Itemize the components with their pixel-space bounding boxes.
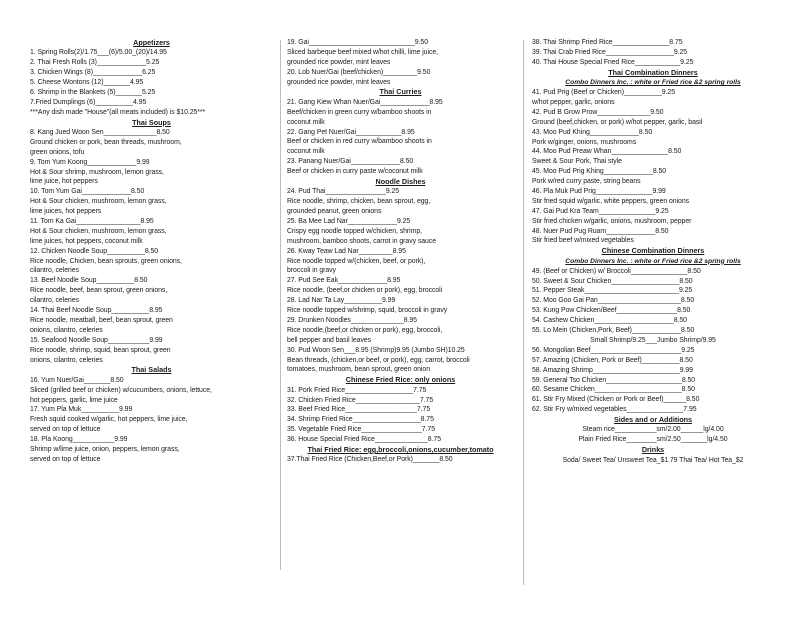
menu-line: 54. Cashew Chicken_____________________8.50 bbox=[532, 317, 687, 325]
combo-note: Combo Dinners Inc. : white or Fried rice &2 spring rolls bbox=[565, 79, 741, 87]
menu-line: 41. Pud Prig (Beef or Chicken)__________9.25 bbox=[532, 89, 675, 97]
menu-line: 30. Pud Woon Sen___8.95 (Shrimp)9.95 (Jumbo SH)10.25 bbox=[287, 346, 465, 354]
section-heading: Thai Salads bbox=[131, 365, 172, 375]
menu-line: Stir fried beef w/mixed vegetables bbox=[532, 237, 634, 245]
menu-line: mushroom, bamboo shoots, carrot in gravy sauce bbox=[287, 237, 436, 245]
menu-line: 51. Pepper Steak_________________________9.25 bbox=[532, 287, 693, 295]
menu-line: Ground chicken or pork, bean threads, mushroom, bbox=[30, 138, 182, 146]
menu-line: 28. Lad Nar Ta Lay__________9.99 bbox=[287, 297, 396, 305]
menu-line: Steam rice___________sm/2.00______lg/4.00 bbox=[582, 426, 724, 434]
menu-line: 36. House Special Fried Rice______________8.75 bbox=[287, 436, 442, 444]
menu-line: 17. Yum Pla Muk__________9.99 bbox=[30, 406, 133, 414]
menu-line: 16. Yum Nuer/Gai_______8.50 bbox=[30, 376, 124, 384]
section-heading: Thai Soups bbox=[132, 117, 171, 127]
menu-line: lime juices, hot peppers bbox=[30, 208, 102, 216]
menu-line: hot peppers, garlic, lime juice bbox=[30, 396, 118, 404]
menu-line: Hot & Sour chicken, mushroom, lemon grass, bbox=[30, 227, 167, 235]
menu-line: onions, cilantro, celeries bbox=[30, 356, 103, 364]
section-heading: Chinese Fried Rice: only onions bbox=[345, 375, 456, 385]
menu-line: Stir fried chicken w/garlic, onions, mushroom, pepper bbox=[532, 217, 692, 225]
menu-line: Rice noodle, meatball, beef, bean sprout, green bbox=[30, 316, 173, 324]
menu-line: Ground (beef,chicken, or pork) w/hot pepper, garlic, basil bbox=[532, 118, 703, 126]
menu-line: 62. Stir Fry w/mixed vegetables_______________7.95 bbox=[532, 406, 697, 414]
menu-line: cilantro, celeries bbox=[30, 297, 79, 305]
menu-line: Rice noodle topped w/shrimp, squid, broccoli in gravy bbox=[287, 307, 448, 315]
menu-line: 10. Tom Yum Gai_____________8.50 bbox=[30, 188, 145, 196]
menu-line: 15. Seafood Noodle Soup___________9.99 bbox=[30, 336, 163, 344]
menu-line: 35. Vegetable Fried Rice________________7.75 bbox=[287, 426, 435, 434]
menu-line: coconut milk bbox=[287, 148, 325, 156]
menu-line: Rice noodle topped w/(chicken, beef, or pork), bbox=[287, 257, 426, 265]
menu-line: Rice noodle, beef, bean sprout, green onions, bbox=[30, 287, 168, 295]
menu-line: Rice noodle, (beef,or chicken or pork), egg, broccoli bbox=[287, 287, 443, 295]
menu-line: 5. Cheese Wontons (12)_______4.95 bbox=[30, 79, 144, 87]
menu-line: onions, cilantro, celeries bbox=[30, 326, 103, 334]
menu-line: Pork w/red curry paste, string beans bbox=[532, 178, 641, 186]
menu-line: Fresh squid cooked w/garlic, hot peppers, lime juice, bbox=[30, 416, 188, 424]
menu-column-3 bbox=[532, 38, 774, 592]
menu-line: broccoli in gravy bbox=[287, 267, 336, 275]
menu-line: 38. Thai Shrimp Fried Rice_______________8.75 bbox=[532, 39, 683, 46]
menu-line: Bean threads, (chicken,or beef, or pork), egg, carrot, broccoli bbox=[287, 356, 470, 364]
menu-line: 42. Pud B Grow Prow______________9.50 bbox=[532, 108, 664, 116]
menu-column-2 bbox=[287, 38, 514, 592]
menu-line: w/hot pepper, garlic, onions bbox=[532, 98, 615, 106]
menu-line: 58. Amazing Shrimp_______________________9.99 bbox=[532, 366, 693, 374]
menu-line: served on top of lettuce bbox=[30, 426, 101, 434]
column-divider bbox=[280, 40, 281, 570]
menu-line: Pork w/ginger, onions, mushrooms bbox=[532, 138, 637, 146]
menu-line: Beef or chicken in curry paste w/coconut milk bbox=[287, 168, 423, 176]
menu-line: 31. Pork Fried Rice__________________7.75 bbox=[287, 386, 427, 394]
menu-line: 33. Beef Fried Rice___________________7.75 bbox=[287, 406, 431, 414]
menu-line: 56. Mongolian Beef________________________9.25 bbox=[532, 346, 695, 354]
menu-line: Rice noodle, shrimp, squid, bean sprout, green bbox=[30, 346, 171, 354]
section-heading: Sides and or Additions bbox=[613, 415, 692, 425]
menu-line: Rice noodle, Chicken, bean sprouts, green onions, bbox=[30, 257, 182, 265]
menu-line: Stir fried squid w/garlic, white peppers, green onions bbox=[532, 197, 690, 205]
menu-line: 50. Sweet & Sour Chicken__________________8.50 bbox=[532, 277, 693, 285]
menu-line: 11. Tom Ka Gai_________________8.95 bbox=[30, 218, 154, 226]
menu-line: 1. Spring Rolls(2)/1.75___(6)/5.00_(20)/14.95 bbox=[30, 49, 167, 57]
menu-line: 61. Stir Fry Mixed (Chicken or Pork or Beef)______8.50 bbox=[532, 396, 700, 404]
menu-line: Small Shrimp/9.25___Jumbo Shrimp/9.95 bbox=[590, 336, 716, 344]
menu-line: 40. Thai House Special Fried Rice____________9.25 bbox=[532, 58, 694, 66]
menu-line: 52. Moo Goo Gai Pan______________________8.50 bbox=[532, 297, 695, 305]
section-heading: Chinese Combination Dinners bbox=[601, 246, 705, 256]
menu-line: Sliced barbeque beef mixed w/hot chilli, lime juice, bbox=[287, 48, 438, 56]
menu-line: 22. Gang Pet Nuer/Gai____________8.95 bbox=[287, 128, 415, 136]
menu-line: 32. Chicken Fried Rice_________________7.75 bbox=[287, 396, 434, 404]
menu-line: 8. Kang Jued Woon Sen______________8.50 bbox=[30, 129, 170, 137]
menu-line: 21. Gang Kiew Whan Nuer/Gai_____________8.95 bbox=[287, 98, 443, 106]
menu-line: 43. Moo Pud Khing_____________8.50 bbox=[532, 128, 653, 136]
section-heading: Noodle Dishes bbox=[375, 176, 426, 186]
menu-line: 26. Kway Teaw Lad Nar_________8.95 bbox=[287, 247, 406, 255]
menu-line: 37.Thai Fried Rice (Chicken,Beef,or Pork)_______8.50 bbox=[287, 456, 453, 464]
menu-line: grounded rice powder, mint leaves bbox=[287, 78, 391, 86]
menu-line: bell pepper and basil leaves bbox=[287, 336, 372, 344]
menu-line: 3. Chicken Wings (8)_____________6.25 bbox=[30, 69, 156, 77]
menu-line: 19. Gai____________________________9.50 bbox=[287, 39, 428, 46]
menu-line: cilantro, celeries bbox=[30, 267, 79, 275]
menu-line: grounded peanut, green onions bbox=[287, 208, 382, 216]
menu-line: 48. Nuer Pud Pug Ruam_____________8.50 bbox=[532, 227, 669, 235]
menu-line: 46. Pla Muk Pud Prig_______________9.99 bbox=[532, 187, 666, 195]
menu-line: 49. (Beef or Chicken) w/ Broccoli_______________8.50 bbox=[532, 267, 701, 275]
menu-line: tomatoes, mushroom, bean sprout, green onion bbox=[287, 366, 430, 374]
menu-line: green onions, tofu bbox=[30, 148, 85, 156]
menu-column-1 bbox=[30, 38, 273, 592]
menu-line: coconut milk bbox=[287, 118, 325, 126]
menu-line: Rice noodle,(beef,or chicken or pork), egg, broccoli, bbox=[287, 326, 443, 334]
menu-line: grounded rice powder, mint leaves bbox=[287, 58, 391, 66]
menu-line: 6. Shrimp in the Blankets (5)_______5.25 bbox=[30, 88, 156, 96]
section-heading: Thai Combination Dinners bbox=[608, 67, 698, 77]
combo-note: Combo Dinners Inc. : white or Fried rice &2 spring rolls bbox=[565, 257, 741, 265]
menu-line: lime juices, hot peppers, coconut milk bbox=[30, 237, 143, 245]
menu-line: 13. Beef Noodle Soup__________8.50 bbox=[30, 277, 148, 285]
menu-line: 27. Pud See Eak_____________8.95 bbox=[287, 277, 401, 285]
menu-line: 57. Amazing (Chicken, Pork or Beef)__________8.50 bbox=[532, 356, 693, 364]
menu-line: 55. Lo Mein (Chicken,Pork, Beef)_____________8.50 bbox=[532, 327, 695, 335]
menu-line: Rice noodle, shrimp, chicken, bean sprout, egg, bbox=[287, 198, 431, 206]
menu-line: 9. Tom Yum Koong_____________9.99 bbox=[30, 158, 150, 166]
menu-line: Plain Fried Rice________sm/2.50_______lg/4.50 bbox=[578, 436, 728, 444]
menu-line: 53. Kung Pow Chicken/Beef________________8.50 bbox=[532, 307, 691, 315]
section-heading: Drinks bbox=[641, 445, 665, 455]
menu-line: Soda/ Sweet Tea/ Unsweet Tea_$1.79 Thai Tea/ Hot Tea_$2 bbox=[562, 456, 744, 464]
menu-line: Hot & Sour chicken, mushroom, lemon grass, bbox=[30, 198, 167, 206]
menu-line: 14. Thai Beef Noodle Soup__________8.95 bbox=[30, 307, 163, 315]
menu-line: 24. Pud Thai________________9.25 bbox=[287, 188, 400, 196]
menu-line: 29. Drunken Noodles______________8.95 bbox=[287, 316, 417, 324]
menu-line: served on top of lettuce bbox=[30, 455, 101, 463]
menu-line: 12. Chicken Noodle Soup__________8.50 bbox=[30, 247, 159, 255]
menu-line: 47. Gai Pud Kra Team_______________9.25 bbox=[532, 207, 669, 215]
menu-line: Hot & Sour shrimp, mushroom, lemon grass, bbox=[30, 168, 164, 176]
menu-line: Sweet & Sour Pork, Thai style bbox=[532, 158, 622, 166]
section-heading: Thai Curries bbox=[379, 87, 422, 97]
menu-line: 20. Lob Nuer/Gai (beef/chicken)_________9.50 bbox=[287, 68, 431, 76]
menu-line: 34. Shrimp Fried Rice__________________8.75 bbox=[287, 416, 434, 424]
section-heading: Appetizers bbox=[133, 38, 170, 47]
menu-line: 60. Sesame Chicken_______________________8.50 bbox=[532, 386, 695, 394]
menu-line: 23. Panang Nuer/Gai_____________8.50 bbox=[287, 158, 414, 166]
menu-line: 2. Thai Fresh Rolls (3)_____________5.25 bbox=[30, 59, 160, 67]
menu-line: 59. General Tso Chicken____________________8.50 bbox=[532, 376, 696, 384]
menu-line: 25. Ba Mee Lad Nar_____________9.25 bbox=[287, 218, 411, 226]
menu-line: Beef or chicken in red curry w/bamboo shoots in bbox=[287, 138, 432, 146]
menu-line: Beef/chicken in green curry w/bamboo shoots in bbox=[287, 108, 432, 116]
menu-line: ***Any dish made "House"(all meats included) is $10.25*** bbox=[30, 108, 206, 116]
menu-line: 45. Moo Pud Prig Khing_____________8.50 bbox=[532, 168, 667, 176]
menu-line: 18. Pla Koong___________9.99 bbox=[30, 436, 128, 444]
menu-line: 39. Thai Crab Fried Rice__________________9.25 bbox=[532, 48, 688, 56]
section-heading: Thai Fried Rice: egg,broccoli,onions,cucumber,tomato bbox=[307, 445, 494, 455]
menu-line: 7.Fried Dumplings (6)__________4.95 bbox=[30, 98, 147, 106]
column-divider bbox=[523, 40, 524, 585]
menu-line: Crispy egg noodle topped w/chicken, shrimp, bbox=[287, 227, 422, 235]
menu-line: Sliced (grilled beef or chicken) w/cucumbers, onions, lettuce, bbox=[30, 386, 212, 394]
menu-line: 44. Moo Pud Preaw Whan_______________8.50 bbox=[532, 148, 682, 156]
menu-line: lime juice, hot peppers bbox=[30, 178, 98, 186]
menu-line: Shrimp w/lime juice, onion, peppers, lemon grass, bbox=[30, 446, 180, 454]
